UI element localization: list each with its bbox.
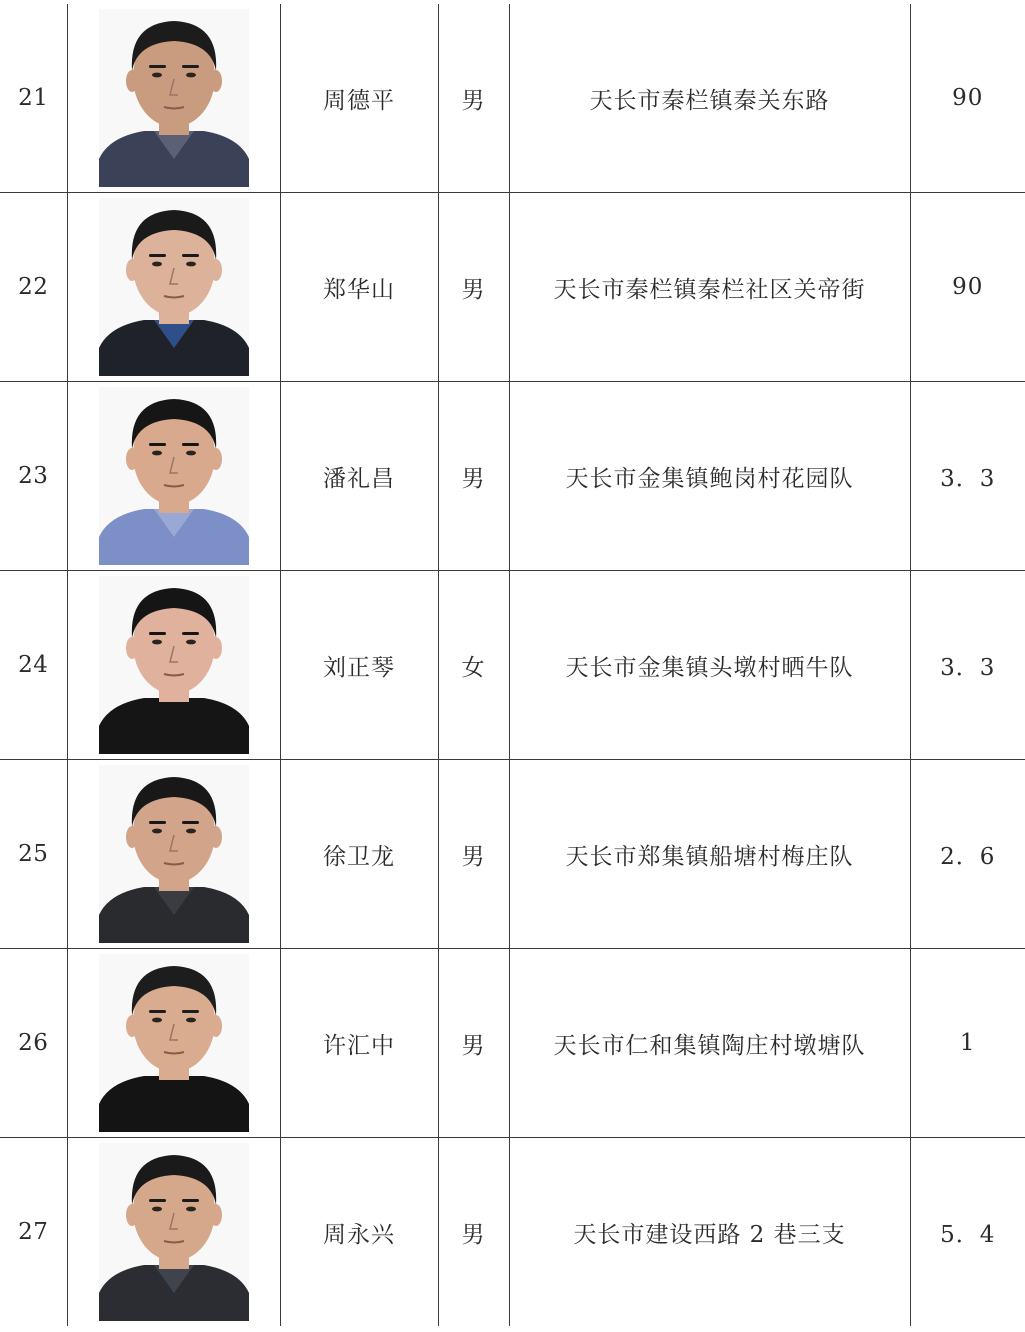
- person-address: 天长市建设西路 2 巷三支: [509, 1138, 910, 1327]
- person-photo-icon: [99, 387, 249, 565]
- person-photo-icon: [99, 1143, 249, 1321]
- person-address: 天长市仁和集镇陶庄村墩塘队: [509, 949, 910, 1138]
- amount-value: 3．3: [910, 571, 1025, 760]
- row-number: 26: [0, 949, 67, 1138]
- amount-value: 3．3: [910, 382, 1025, 571]
- person-address: 天长市金集镇头墩村晒牛队: [509, 571, 910, 760]
- photo-cell: [67, 382, 280, 571]
- person-address: 天长市金集镇鲍岗村花园队: [509, 382, 910, 571]
- person-sex: 男: [438, 1138, 509, 1327]
- person-address: 天长市郑集镇船塘村梅庄队: [509, 760, 910, 949]
- person-name: 许汇中: [280, 949, 438, 1138]
- photo-cell: [67, 1138, 280, 1327]
- person-name: 周德平: [280, 4, 438, 193]
- row-number: 27: [0, 1138, 67, 1327]
- person-photo-icon: [99, 9, 249, 187]
- amount-value: 90: [910, 4, 1025, 193]
- table-row: [0, 382, 1025, 571]
- person-sex: 男: [438, 4, 509, 193]
- amount-value: 5．4: [910, 1138, 1025, 1327]
- person-name: 周永兴: [280, 1138, 438, 1327]
- row-number: 25: [0, 760, 67, 949]
- row-number: 24: [0, 571, 67, 760]
- person-sex: 男: [438, 193, 509, 382]
- photo-cell: [67, 4, 280, 193]
- person-name: 徐卫龙: [280, 760, 438, 949]
- person-address: 天长市秦栏镇秦栏社区关帝街: [509, 193, 910, 382]
- wanted-list-table: [0, 4, 1025, 1326]
- table-row: [0, 949, 1025, 1138]
- row-number: 23: [0, 382, 67, 571]
- person-photo-icon: [99, 198, 249, 376]
- table-row: [0, 193, 1025, 382]
- person-sex: 男: [438, 382, 509, 571]
- amount-value: 2．6: [910, 760, 1025, 949]
- person-name: 刘正琴: [280, 571, 438, 760]
- table-row: [0, 1138, 1025, 1327]
- amount-value: 90: [910, 193, 1025, 382]
- row-number: 22: [0, 193, 67, 382]
- person-photo-icon: [99, 954, 249, 1132]
- photo-cell: [67, 760, 280, 949]
- photo-cell: [67, 571, 280, 760]
- person-name: 郑华山: [280, 193, 438, 382]
- person-sex: 男: [438, 949, 509, 1138]
- table-body: [0, 4, 1025, 1326]
- person-address: 天长市秦栏镇秦关东路: [509, 4, 910, 193]
- row-number: 21: [0, 4, 67, 193]
- person-sex: 男: [438, 760, 509, 949]
- photo-cell: [67, 949, 280, 1138]
- person-photo-icon: [99, 765, 249, 943]
- table-row: [0, 4, 1025, 193]
- photo-cell: [67, 193, 280, 382]
- table-row: [0, 571, 1025, 760]
- amount-value: 1: [910, 949, 1025, 1138]
- person-sex: 女: [438, 571, 509, 760]
- table-row: [0, 760, 1025, 949]
- person-photo-icon: [99, 576, 249, 754]
- person-name: 潘礼昌: [280, 382, 438, 571]
